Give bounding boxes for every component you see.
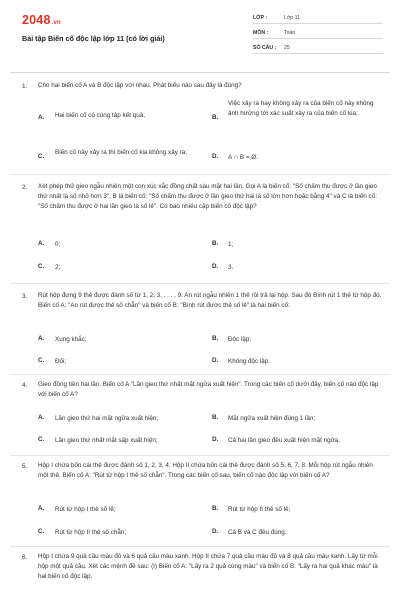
meta-value: 25 (284, 45, 290, 51)
option-letter: D. (212, 436, 219, 443)
option-letter: D. (212, 528, 219, 535)
option-c[interactable]: Biến cố này xảy ra thì biến cố kia không xảy ra; (55, 149, 187, 156)
question-divider (10, 174, 390, 175)
question-number: 5. (22, 463, 28, 470)
option-b[interactable]: Rút từ hộp II thẻ số lẻ; (228, 506, 291, 513)
option-letter: C. (38, 528, 45, 535)
question-number: 6. (22, 554, 28, 561)
meta-row-subject (253, 24, 383, 39)
header-divider (10, 72, 390, 73)
question-stem: Gieo đồng tiền hai lần. Biến cố A "Lần gieo thứ nhất mặt ngửa xuất hiện". Trong các biến cố dưới đây, biến cố nào độc lập với biến cố A? (38, 381, 379, 398)
meta-value: Toán (284, 30, 296, 36)
option-a[interactable]: Xung khắc; (55, 336, 87, 343)
option-letter: B. (212, 240, 219, 247)
question-stem: Hộp I chứa bốn cái thẻ được đánh số 1, 2, 3, 4. Hộp II chứa bốn cái thẻ được đánh số 5, 6, 7, 8. Mỗi hộp rút ngẫu nhiên một thẻ. Biến cố A: "Rút từ hộp I thẻ số chẵn". Trong các biến cố sau, biến cố nào độc lập với biến cố A? (38, 462, 373, 479)
question-stem: Hộp I chứa 9 quả cầu màu đỏ và 6 quả cầu màu xanh. Hộp II chứa 7 quả cầu màu đỏ và 8 quả cầu màu xanh. Lấy từ mỗi hộp một quả cầu. Xét các mệnh đề sau: (I) Biến cố A: "Lấy ra 2 quả cùng màu" và biến cố B: "Lấy ra hai quả khác màu" là hai biến cố độc lập. (38, 553, 378, 580)
question-stem: Cho hai biến cố A và B độc lập với nhau. Phát biểu nào sau đây là đúng? (38, 82, 242, 89)
meta-key: SỐ CÂU : (253, 45, 277, 51)
meta-key: MÔN : (253, 30, 269, 36)
option-d[interactable]: A ∩ B = Ø. (228, 154, 258, 161)
meta-value: Lớp 11 (284, 15, 300, 21)
question-divider (10, 374, 390, 375)
option-letter: A. (38, 505, 45, 512)
option-letter: C. (38, 153, 45, 160)
option-c[interactable]: Rút từ hộp II thẻ số chẵn; (55, 529, 127, 536)
option-c[interactable]: Đối; (55, 358, 67, 365)
logo-text: 2048 (22, 13, 51, 27)
meta-row-count (253, 39, 383, 54)
option-letter: B. (212, 114, 219, 121)
option-d[interactable]: Không độc lập. (228, 358, 271, 365)
option-letter: A. (38, 335, 45, 342)
option-letter: A. (38, 114, 45, 121)
option-b[interactable]: 1; (228, 241, 234, 248)
option-letter: B. (212, 414, 219, 421)
question-number: 2. (22, 184, 28, 191)
question-number: 1. (22, 83, 28, 90)
option-b[interactable]: Mặt ngửa xuất hiện đúng 1 lần; (228, 415, 316, 422)
meta-key: LỚP : (253, 15, 268, 21)
option-a[interactable]: Lần gieo thứ hai mặt ngửa xuất hiện; (55, 415, 159, 422)
option-c[interactable]: Lần gieo thứ nhất mặt sấp xuất hiện; (55, 437, 158, 444)
option-d[interactable]: Cả hai lần gieo đều xuất hiện mặt ngửa. (228, 437, 341, 444)
page-title: Bài tập Biến cố độc lập lớp 11 (có lời giải) (22, 34, 165, 43)
option-a[interactable]: Rút từ hộp I thẻ số lẻ; (55, 506, 116, 513)
question-divider (10, 455, 390, 456)
option-letter: A. (38, 414, 45, 421)
option-letter: D. (212, 357, 219, 364)
question-stem: Rút hộp đựng 9 thẻ được đánh số từ 1, 2, 3, . . . , 9. An rút ngẫu nhiên 1 thẻ rồi trả lại hộp. Sau đó Bình rút 1 thẻ từ hộp đó. Biến cố A: "An rút được thẻ số chẵn" và biến cố B: "Bình rút được thẻ số lẻ" là hai biến cố: (38, 292, 382, 309)
page-header (0, 0, 400, 68)
option-letter: C. (38, 357, 45, 364)
option-letter: C. (38, 263, 45, 270)
question-stem: Xét phép thử gieo ngẫu nhiên một con xúc xắc đồng chất sáu mặt hai lần. Gọi A là biến cố: "Số chấm thu được ở lần gieo thứ nhất là số nhỏ hơn 3", B là biến cố: "Số chấm thu được ở lần gieo thứ hai là số lớn hơn hoặc bằng 4" và C là biến cố: "Số chấm thu được ở hai lần gieo là số lẻ". Có bao nhiêu cặp biến cố độc lập? (38, 183, 377, 210)
question-number: 3. (22, 293, 28, 300)
option-c[interactable]: 2; (55, 264, 61, 271)
option-a[interactable]: 0; (55, 241, 61, 248)
option-letter: D. (212, 153, 219, 160)
option-letter: A. (38, 240, 45, 247)
question-divider (10, 546, 390, 547)
option-letter: B. (212, 335, 219, 342)
option-letter: D. (212, 263, 219, 270)
meta-row-class (253, 13, 383, 24)
option-b[interactable]: Việc xảy ra hay không xảy ra của biến cố này không ảnh hưởng tới xác suất xảy ra của biến cố kia; (228, 100, 374, 117)
option-letter: C. (38, 436, 45, 443)
option-a[interactable]: Hai biến cố có cùng tập kết quả; (55, 112, 145, 119)
option-d[interactable]: 3. (228, 264, 234, 271)
option-letter: B. (212, 505, 219, 512)
option-d[interactable]: Cả B và C đều đúng. (228, 529, 287, 536)
site-logo[interactable] (22, 13, 61, 27)
option-b[interactable]: Độc lập; (228, 336, 252, 343)
question-number: 4. (22, 382, 28, 389)
logo-suffix: .vn (51, 20, 61, 26)
question-divider (10, 283, 390, 284)
meta-table (253, 13, 383, 54)
